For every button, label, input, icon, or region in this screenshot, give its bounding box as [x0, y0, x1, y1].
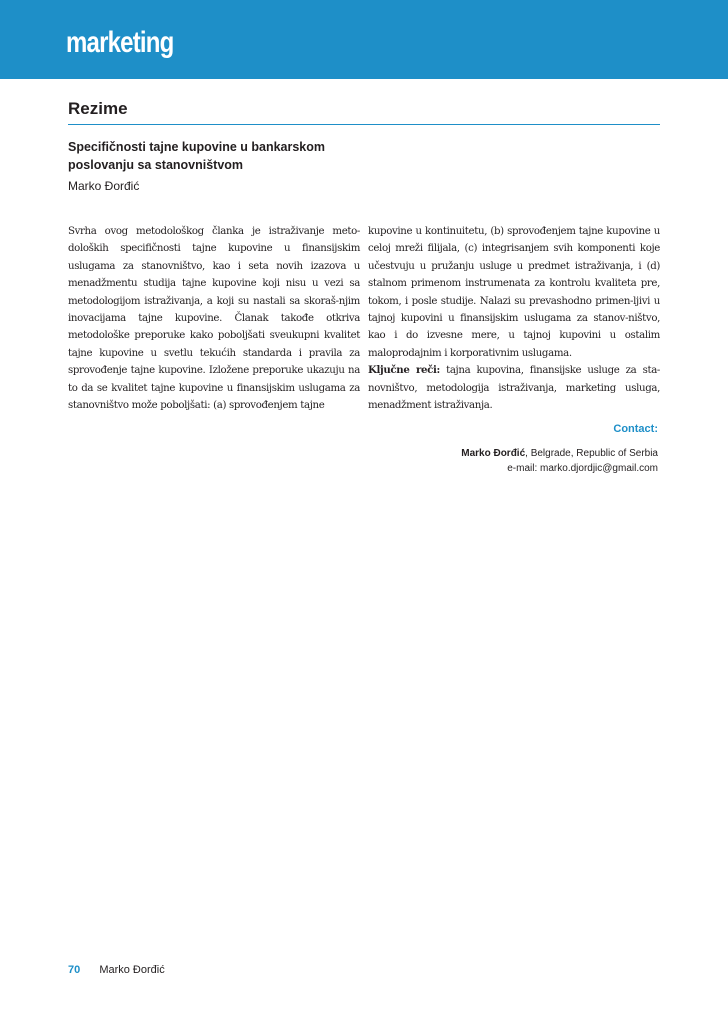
contact-email: e-mail: marko.djordjic@gmail.com: [507, 463, 658, 474]
abstract-right-column: [368, 223, 660, 414]
contact-location: , Belgrade, Republic of Serbia: [525, 448, 658, 459]
header-band: [0, 0, 728, 79]
page-footer: [68, 964, 165, 976]
abstract-left-column: [68, 223, 360, 414]
keywords-label: Ključne reči:: [368, 364, 440, 377]
contact-block: [461, 422, 658, 476]
abstract-text-left: Svrha ovog metodološkog članka je istraživanje meto-doloških specifičnosti tajne kupovine u finansijskim uslugama za stanovništvo, kao i seta novih izazova u menadžmentu studija tajne kupovine koji nisu u vezi sa metodologijom istraživanja, a koji su nastali sa skoraš-njim inovacijama tajne kupovine. Članak takođe otkriva metodološke preporuke kako poboljšati sveukupni kvalitet tajne kupovine u svetlu tekućih standarda i pravila za sprovođenje tajne kupovine. Izložene preporuke ukazuju na to da se kvalitet tajne kupovine u finansijskim uslugama za stanovništvo može poboljšati: (a) sprovođenjem tajne: [68, 226, 360, 412]
page-number: 70: [68, 964, 81, 976]
running-author: Marko Đorđić: [99, 964, 165, 976]
contact-name: Marko Đorđić: [461, 448, 526, 459]
article-author: Marko Đorđić: [68, 179, 140, 193]
journal-logo: marketing: [66, 26, 174, 59]
contact-label: Contact:: [613, 423, 658, 435]
article-title: Specifičnosti tajne kupovine u bankarskom poslovanju sa stanovništvom: [68, 140, 326, 172]
keywords-paragraph: [368, 362, 660, 414]
contact-name-line: [461, 446, 658, 461]
abstract-text-right: kupovine u kontinuitetu, (b) sprovođenjem tajne kupovine u celoj mreži filijala, (c) integrisanjem svih komponenti koje učestvuju u pružanju usluge u predmet istraživanja, i (d) stalnom primenom instrumenata za kontrolu kvaliteta pre, tokom, i posle studije. Nalazi su prevashodno primen-ljivi u tajnoj kupovini u finansijskim uslugama za stanov-ništvo, kao i do izvesne mere, u tajnoj kupovini u ostalim maloprodajnim i korporativnim uslugama.: [368, 226, 660, 359]
section-title: Rezime: [68, 99, 128, 118]
section-divider: [68, 124, 660, 125]
keywords-text: tajna kupovina, finansijske usluge za sta-novništvo, metodologija istraživanja, marketing usluga, menadžment istraživanja.: [368, 365, 661, 412]
